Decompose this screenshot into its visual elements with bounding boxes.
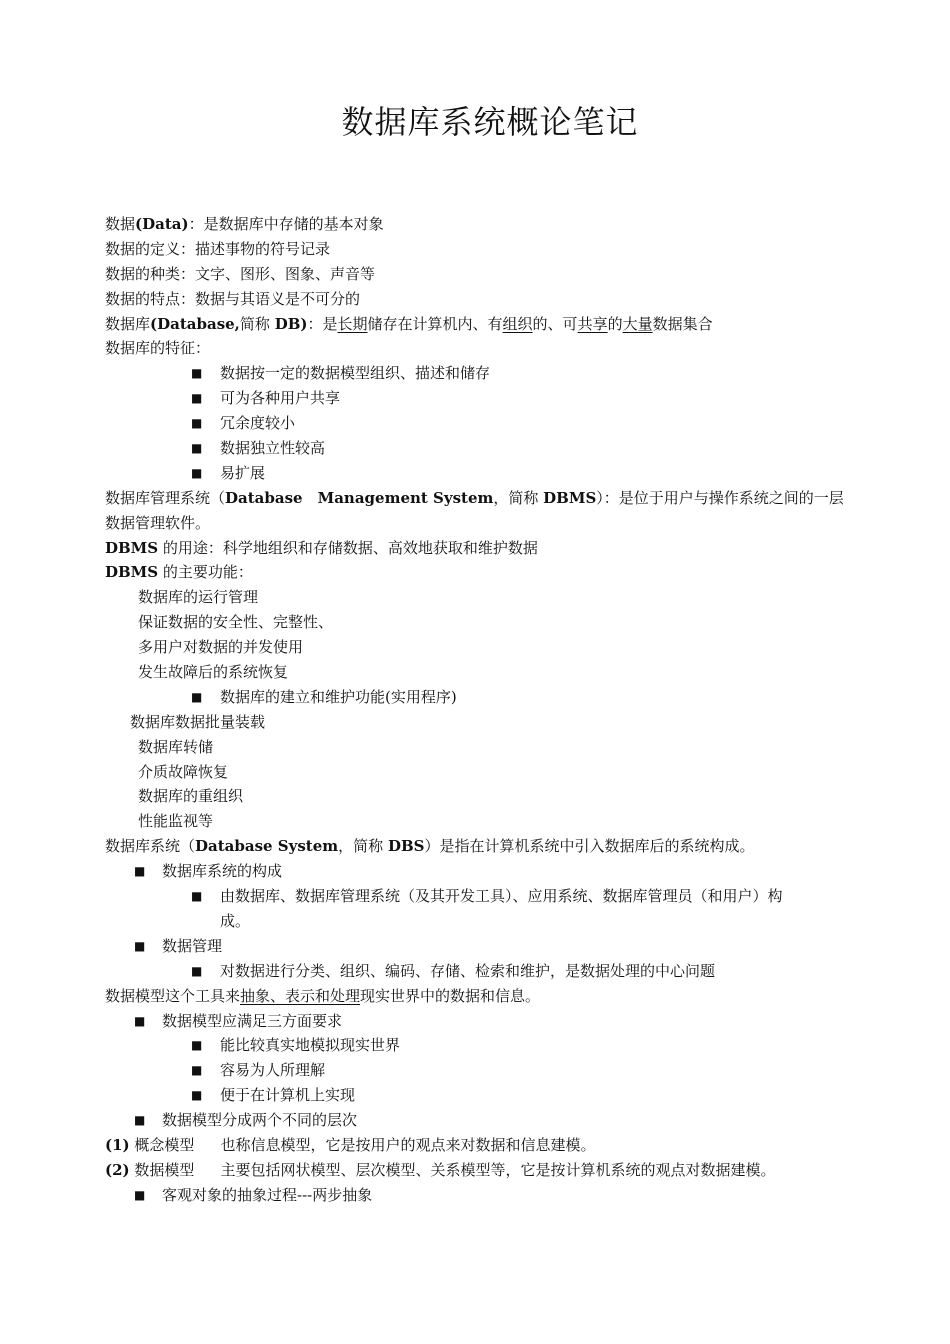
bullet-icon: ■ [191,963,203,978]
list-item: 性能监视等 [138,812,214,831]
list-item: ■ 数据模型应满足三方面要求 [0,1009,950,1034]
bullet-icon: ■ [134,938,146,953]
list-item: 多用户对数据的并发使用 [138,638,304,657]
bullet-icon: ■ [191,1088,203,1103]
list-item: 发生故障后的系统恢复 [138,663,289,682]
data-types: 数据的种类：文字、图形、图象、声音等 [105,264,376,283]
bullet-icon: ■ [191,366,203,381]
list-item: ■ 数据模型分成两个不同的层次 [0,1108,950,1133]
bullet-icon: ■ [191,441,203,456]
model-definition: 数据模型这个工具来抽象、表示和处理现实世界中的数据和信息。 [105,986,541,1005]
bullet-icon: ■ [191,1038,203,1053]
list-item: ■ 能比较真实地模拟现实世界 [0,1033,950,1058]
list-item: 数据库的运行管理 [138,588,259,607]
list-item: ■ 数据独立性较高 [0,436,950,461]
list-item: ■ 易扩展 [0,461,950,486]
data-traits: 数据的特点：数据与其语义是不可分的 [105,289,361,308]
list-item: ■ 可为各种用户共享 [0,386,950,411]
bullet-icon: ■ [191,391,203,406]
dbms-use: DBMS 的用途：科学地组织和存储数据、高效地获取和维护数据 [105,538,538,557]
bullet-icon: ■ [191,889,203,904]
bullet-icon: ■ [134,1187,146,1202]
list-item: ■ 冗余度较小 [0,411,950,436]
database-features-label: 数据库的特征： [105,339,211,358]
list-item: 保证数据的安全性、完整性、 [138,613,334,632]
model-level-2: (2) 数据模型 主要包括网状模型、层次模型、关系模型等，它是按计算机系统的观点对数据建模。 [105,1160,776,1179]
list-item: ■ 便于在计算机上实现 [0,1083,950,1108]
bullet-icon: ■ [191,465,203,480]
list-item: 数据库数据批量装载 [130,712,266,731]
bullet-icon: ■ [134,1113,146,1128]
list-item: ■ 客观对象的抽象过程---两步抽象 [0,1183,950,1208]
list-item: ■ 由数据库、数据库管理系统（及其开发工具）、应用系统、数据库管理员（和用户）构 [0,884,950,909]
list-item: ■ 数据库系统的构成 [0,859,950,884]
list-item: ■ 数据管理 [0,934,950,959]
database-definition: 数据库(Database,简称 DB)：是长期储存在计算机内、有组织的、可共享的大量数据集合 [105,314,713,333]
list-item: ■ 数据按一定的数据模型组织、描述和储存 [0,361,950,386]
data-meaning: 数据的定义：描述事物的符号记录 [105,239,331,258]
dbms-functions-label: DBMS 的主要功能： [105,563,253,582]
dbms-definition-cont: 数据管理软件。 [105,513,211,532]
bullet-icon: ■ [134,1013,146,1028]
list-item: ■ 对数据进行分类、组织、编码、存储、检索和维护，是数据处理的中心问题 [0,959,950,984]
list-item: 介质故障恢复 [138,762,229,781]
list-item: 数据库的重组织 [138,787,244,806]
dbs-definition: 数据库系统（Database System，简称 DBS）是指在计算机系统中引入数据库后的系统构成。 [105,837,755,856]
dbms-definition: 数据库管理系统（Database Management System，简称 DBMS）：是位于用户与操作系统之间的一层 [105,488,844,507]
data-definition: 数据(Data)：是数据库中存储的基本对象 [105,215,384,233]
list-item-cont: 成。 [220,911,251,930]
page-title: 数据库系统概论笔记 [341,103,639,141]
bullet-icon: ■ [191,1063,203,1078]
bullet-icon: ■ [191,416,203,431]
list-item: 数据库转储 [138,737,214,756]
model-level-1: (1) 概念模型 也称信息模型，它是按用户的观点来对数据和信息建模。 [105,1135,596,1154]
document-body [0,212,950,1208]
bullet-icon: ■ [134,864,146,879]
list-item: ■ 容易为人所理解 [0,1058,950,1083]
bullet-icon: ■ [191,689,203,704]
list-item: ■ 数据库的建立和维护功能(实用程序) [0,685,950,710]
